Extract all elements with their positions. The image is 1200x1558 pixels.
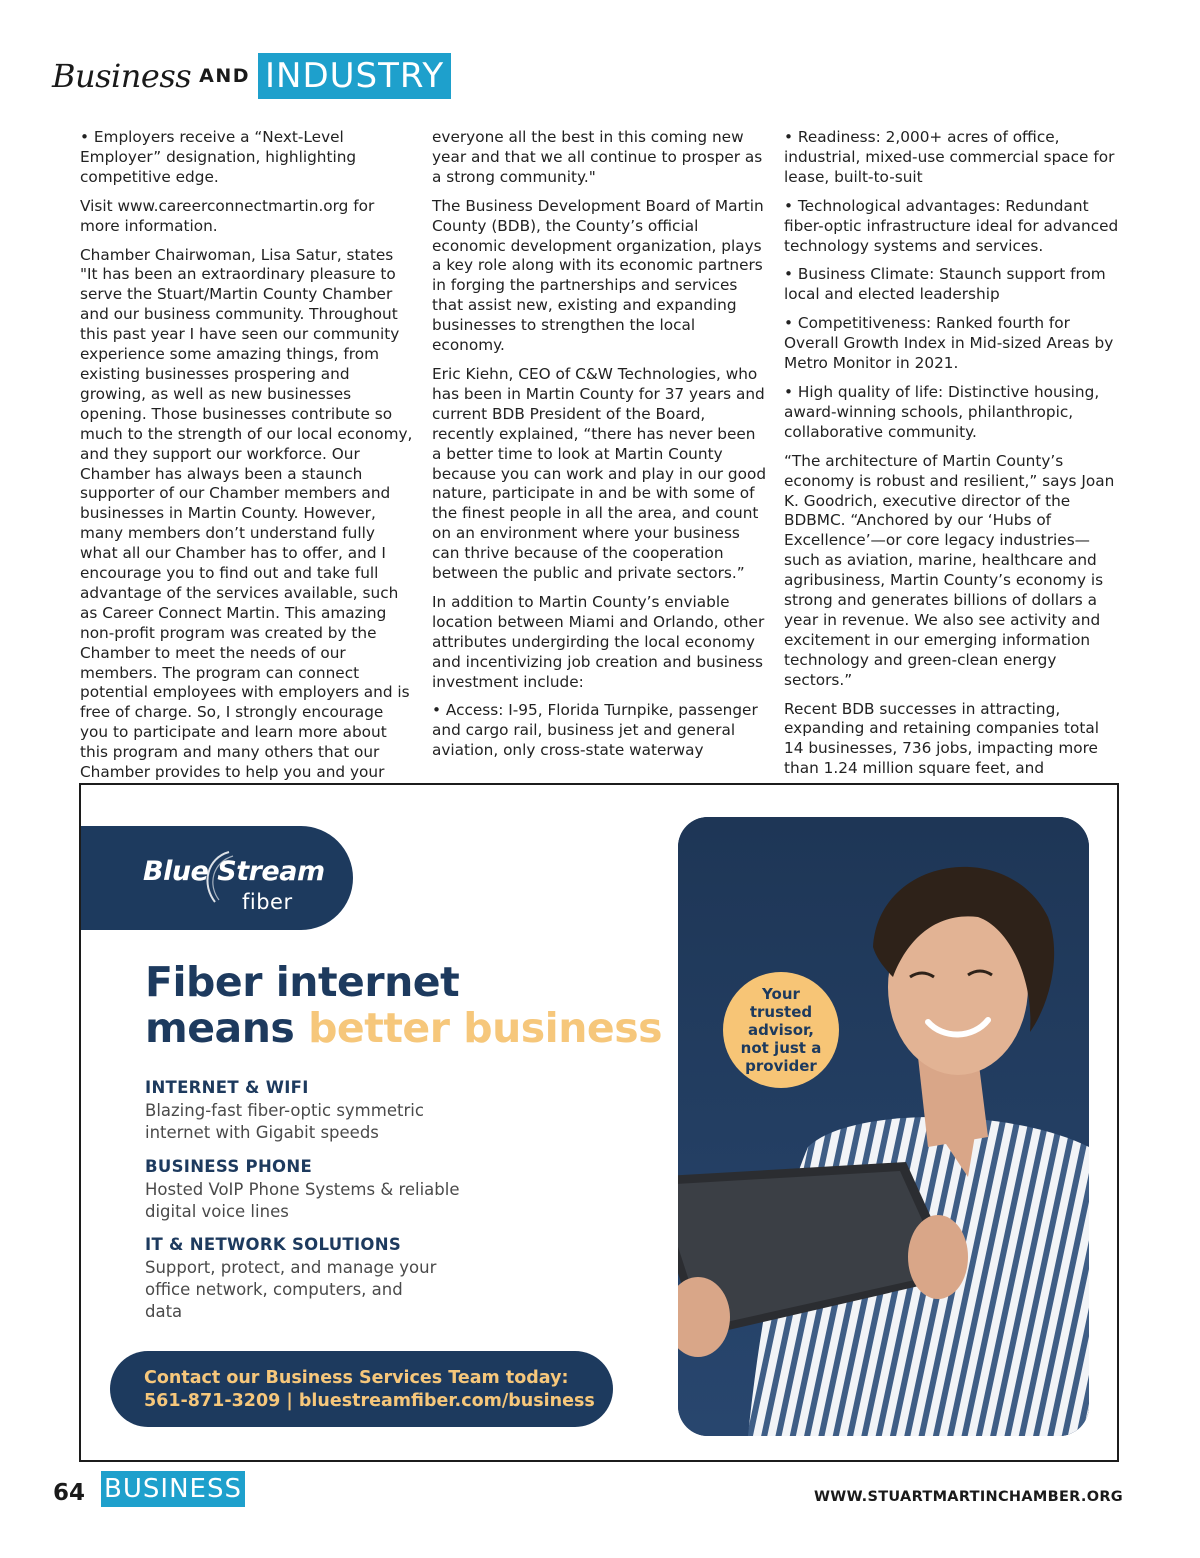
headline-means: means: [145, 1004, 309, 1052]
badge-line: advisor,: [748, 1021, 814, 1039]
article-column-1: [80, 128, 415, 812]
ad-headline: [145, 959, 662, 1051]
footer-website-link[interactable]: WWW.STUARTMARTINCHAMBER.ORG: [813, 1489, 1123, 1505]
paragraph: In addition to Martin County’s enviable location between Miami and Orlando, other attributes undergirding the local economy and incentivizing job creation and business investment include:: [432, 592, 765, 691]
headline-line-1: Fiber internet: [145, 958, 460, 1006]
page-number: 64: [53, 1480, 86, 1506]
service-description: Blazing-fast fiber-optic symmetric internet with Gigabit speeds: [145, 1101, 424, 1142]
footer-section-label: BUSINESS: [101, 1471, 245, 1507]
paragraph: The Business Development Board of Martin County (BDB), the County’s official economic development organization, plays a key role along with its economic partners in forging the partnerships and services that assist new, existing and expanding businesses to strengthen the local economy.: [432, 196, 764, 355]
badge-line: Your: [762, 985, 800, 1003]
section-title-script: Business: [52, 57, 192, 95]
paragraph: • Technological advantages: Redundant fiber-optic infrastructure ideal for advanced technology systems and services.: [784, 196, 1119, 255]
brand-logo-pill: [81, 826, 353, 930]
badge-line: trusted: [749, 1003, 813, 1021]
brand-logo-subtext: fiber: [242, 890, 293, 914]
cta-phone-url[interactable]: 561-871-3209 | bluestreamfiber.com/business: [144, 1391, 595, 1411]
paragraph: • Employers receive a “Next-Level Employer” designation, highlighting competitive edge.: [80, 128, 357, 186]
paragraph: • Readiness: 2,000+ acres of office, industrial, mixed-use commercial space for lease, built-to-suit: [784, 128, 1115, 186]
paragraph: Recent BDB successes in attracting, expanding and retaining companies total 14 businesses, 736 jobs, impacting more than 1.24 million square feet, and: [784, 699, 1099, 778]
service-description: Hosted VoIP Phone Systems & reliable digital voice lines: [145, 1180, 460, 1221]
paragraph: • High quality of life: Distinctive housing, award-winning schools, philanthropic, collaborative community.: [784, 382, 1100, 441]
photo-illustration: [678, 817, 1089, 1436]
service-description: Support, protect, and manage your office network, computers, and data: [145, 1258, 437, 1321]
service-title: BUSINESS PHONE: [145, 1157, 313, 1176]
service-internet-wifi: [145, 1078, 565, 1144]
paragraph: “The architecture of Martin County’s economy is robust and resilient,” says Joan K. Goodrich, executive director of the BDBMC. “Anchored by our ‘Hubs of Excellence’—or core legacy industries—such as aviation, marine, healthcare and agribusiness, Martin County’s economy is strong and generates billions of dollars a year in revenue. We also see activity and excitement in our emerging information technology and green-clean energy sectors.”: [784, 451, 1115, 689]
bluestream-advertisement: [79, 783, 1119, 1462]
section-header: [52, 53, 451, 99]
service-it-network: [145, 1235, 565, 1323]
paragraph: Visit www.careerconnectmartin.org for more information.: [80, 196, 375, 235]
cta-heading: Contact our Business Services Team today:: [144, 1368, 569, 1388]
section-title-box: INDUSTRY: [258, 53, 451, 99]
service-business-phone: [145, 1157, 565, 1223]
paragraph: Chamber Chairwoman, Lisa Satur, states "It has been an extraordinary pleasure to serve the Stuart/Martin County Chamber and our business community. Throughout this past year I have seen our community experience some amazing things, from existing businesses prospering and growing, as well as new businesses opening. Those businesses contribute so much to the strength of our local economy, and they support our workforce. Our Chamber has always been a staunch supporter of our Chamber members and businesses in Martin County. However, many members don’t understand fully what all our Chamber has to offer, and I encourage you to find out and take full advantage of the services available, such as Career Connect Martin. This amazing non-profit program was created by the Chamber to meet the needs of our members. The program can connect potential employees with employers and is free of charge. So, I strongly encourage you to participate and learn more about this program and many others that our Chamber provides to help you and your: [80, 245, 413, 782]
article-column-2: [432, 128, 767, 770]
section-title-and: AND: [199, 65, 251, 87]
headline-line-2: [145, 1005, 662, 1051]
service-title: IT & NETWORK SOLUTIONS: [145, 1235, 402, 1254]
paragraph: Eric Kiehn, CEO of C&W Technologies, who has been in Martin County for 37 years and current BDB President of the Board, recently explained, “there has never been a better time to look at Martin County because you can work and play in our good nature, participate in and be with some of the finest people in all the area, and count on an environment where your business can thrive because of the cooperation between the public and private sectors.”: [432, 364, 767, 583]
paragraph: everyone all the best in this coming new year and that we all continue to prosper as a strong community.": [432, 128, 763, 186]
brand-logo-text: Blue Stream: [143, 856, 325, 887]
badge-line: provider: [745, 1057, 817, 1075]
headline-accent: better business: [308, 1004, 663, 1052]
trusted-advisor-badge: [723, 972, 839, 1088]
paragraph: • Competitiveness: Ranked fourth for Overall Growth Index in Mid-sized Areas by Metro Monitor in 2021.: [784, 314, 1114, 373]
contact-cta-pill[interactable]: [110, 1351, 613, 1427]
paragraph: • Business Climate: Staunch support from local and elected leadership: [784, 265, 1106, 304]
paragraph: • Access: I-95, Florida Turnpike, passenger and cargo rail, business jet and general aviation, only cross-state waterway: [432, 701, 758, 760]
woman-with-tablet-photo: [678, 817, 1089, 1436]
article-column-3: [784, 128, 1119, 788]
service-title: INTERNET & WIFI: [145, 1078, 309, 1097]
badge-line: not just a: [740, 1039, 822, 1057]
